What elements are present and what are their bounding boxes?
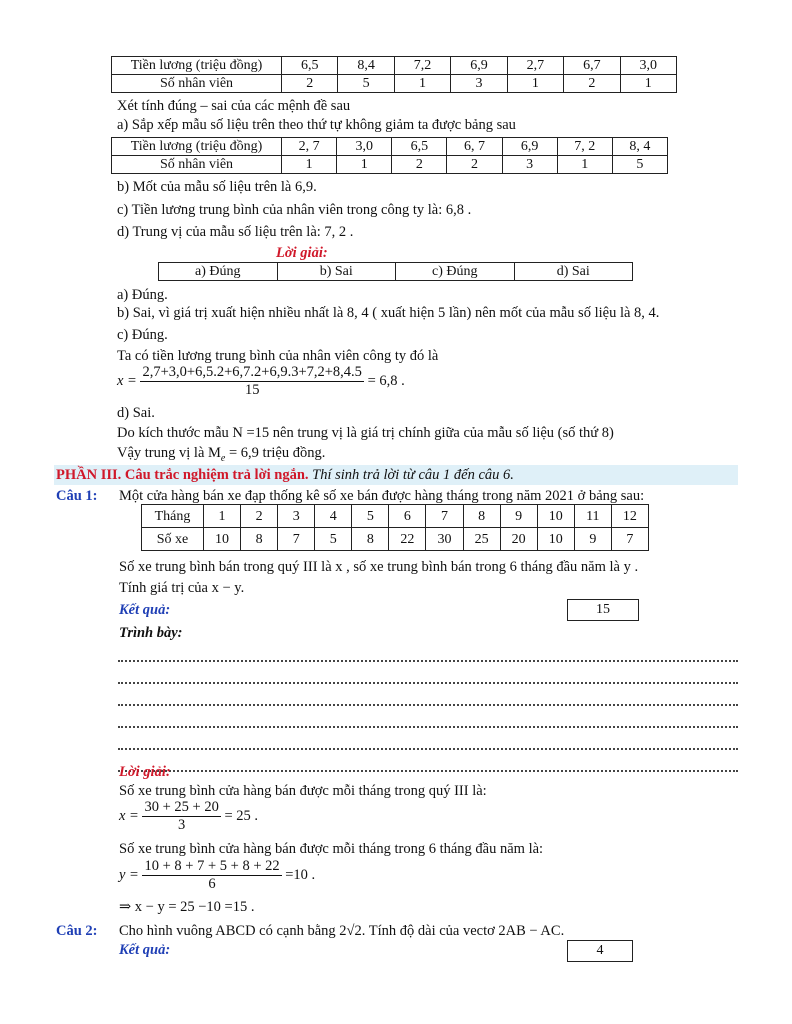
fraction [142, 799, 220, 834]
answer-line[interactable] [118, 730, 738, 750]
table-cell: 2, 7 [282, 138, 337, 156]
fraction [140, 364, 363, 399]
table-cell: 5 [612, 156, 667, 174]
table-cell: Tiền lương (triệu đồng) [112, 57, 282, 75]
formula-rhs: =10 . [285, 867, 316, 883]
table-cell: 10 [204, 528, 241, 551]
answer-line[interactable] [118, 664, 738, 684]
fraction-denominator: 3 [178, 817, 186, 833]
solution-c: c) Đúng. [117, 327, 168, 343]
question-1-text: Một cửa hàng bán xe đạp thống kê số xe bán được hàng tháng trong năm 2021 ở bảng sau: [119, 488, 645, 504]
table-cell: Số xe [142, 528, 204, 551]
formula-lhs: y = [119, 867, 139, 883]
answer-line[interactable] [118, 642, 738, 662]
formula-lhs: x = [117, 373, 137, 389]
table-cell: 1 [337, 156, 392, 174]
section-header [56, 466, 514, 484]
question-1-answer-box[interactable]: 15 [567, 599, 639, 621]
question-1-conclusion: ⇒ x − y = 25 −10 =15 . [119, 899, 255, 915]
fraction-denominator: 15 [244, 382, 260, 398]
table-cell: 30 [426, 528, 463, 551]
table-cell: 11 [574, 505, 611, 528]
table-cell: 6 [389, 505, 426, 528]
statement-b: b) Mốt của mẫu số liệu trên là 6,9. [117, 179, 317, 195]
table-cell: c) Đúng [396, 263, 515, 281]
table-cell: 8 [241, 528, 278, 551]
fraction-numerator: 30 + 25 + 20 [144, 799, 219, 815]
bike-sales-table [141, 504, 649, 551]
fraction [142, 858, 281, 893]
formula-lhs: x = [119, 808, 139, 824]
table-cell: 6,9 [502, 138, 557, 156]
table-cell: 9 [574, 528, 611, 551]
table-cell: 3,0 [337, 138, 392, 156]
table-cell: Tháng [142, 505, 204, 528]
table-cell: Số nhân viên [112, 75, 282, 93]
table-cell: 7 [611, 528, 648, 551]
table-cell: 6,9 [451, 57, 507, 75]
question-1-present-label: Trình bày: [119, 625, 183, 641]
half-year-mean-formula [119, 858, 315, 893]
table-cell: 9 [500, 505, 537, 528]
table-cell: 1 [507, 75, 563, 93]
fraction-numerator: 10 + 8 + 7 + 5 + 8 + 22 [144, 858, 280, 874]
table-cell: 2 [392, 156, 447, 174]
question-1-solution-label: Lời giải: [119, 764, 171, 780]
table-row [112, 57, 677, 75]
table-cell: 2,7 [507, 57, 563, 75]
table-cell: 22 [389, 528, 426, 551]
solution-label: Lời giải: [276, 245, 328, 261]
statement-a: a) Sắp xếp mẫu số liệu trên theo thứ tự không giảm ta được bảng sau [117, 117, 516, 133]
question-2-text: Cho hình vuông ABCD có cạnh bằng 2√2. Tính độ dài của vectơ 2AB − AC. [119, 923, 565, 939]
question-1-text3: Tính giá trị của x − y. [119, 580, 245, 596]
table-cell: a) Đúng [159, 263, 278, 281]
table-cell: 7 [426, 505, 463, 528]
table-cell: 3 [502, 156, 557, 174]
table-cell: 5 [315, 528, 352, 551]
table-row [159, 263, 633, 281]
table-cell: 8 [463, 505, 500, 528]
table-cell: 10 [537, 528, 574, 551]
section-subtitle: Thí sinh trả lời từ câu 1 đến câu 6. [312, 467, 514, 483]
table-cell: 7,2 [394, 57, 450, 75]
answer-line[interactable] [118, 752, 738, 772]
table-cell: 3 [278, 505, 315, 528]
intro-text: Xét tính đúng – sai của các mệnh đề sau [117, 98, 351, 114]
answer-table [158, 262, 633, 281]
question-1-solution-2: Số xe trung bình cửa hàng bán được mỗi tháng trong 6 tháng đầu năm là: [119, 841, 544, 857]
table-cell: 10 [537, 505, 574, 528]
table-cell: 7 [278, 528, 315, 551]
table-cell: 6,5 [282, 57, 338, 75]
table-cell: 2 [564, 75, 620, 93]
statement-d: d) Trung vị của mẫu số liệu trên là: 7, 2 . [117, 224, 354, 240]
table-cell: 4 [315, 505, 352, 528]
table-cell: 8 [352, 528, 389, 551]
mean-formula [117, 364, 405, 399]
answer-line[interactable] [118, 708, 738, 728]
sorted-salary-table [111, 137, 668, 174]
formula-rhs: = 6,8 . [367, 373, 405, 389]
table-cell: 1 [282, 156, 337, 174]
table-row [142, 505, 649, 528]
table-cell: 1 [557, 156, 612, 174]
table-cell: 1 [620, 75, 676, 93]
table-cell: 3,0 [620, 57, 676, 75]
table-cell: 5 [352, 505, 389, 528]
table-cell: 1 [394, 75, 450, 93]
table-cell: 7, 2 [557, 138, 612, 156]
table-cell: 1 [204, 505, 241, 528]
median-text-post: = 6,9 triệu đồng. [225, 445, 326, 461]
table-row [112, 138, 668, 156]
table-cell: b) Sai [277, 263, 396, 281]
fraction-numerator: 2,7+3,0+6,5.2+6,7.2+6,9.3+7,2+8,4.5 [142, 364, 362, 380]
table-cell: Số nhân viên [112, 156, 282, 174]
table-row [112, 75, 677, 93]
statement-c: c) Tiền lương trung bình của nhân viên trong công ty là: 6,8 . [117, 202, 472, 218]
median-subscript: e [220, 452, 226, 464]
table-cell: 6,5 [392, 138, 447, 156]
median-text-pre: Vậy trung vị là M [117, 445, 221, 461]
table-cell: Tiền lương (triệu đồng) [112, 138, 282, 156]
question-2-label: Câu 2: [56, 923, 98, 939]
table-cell: d) Sai [514, 263, 633, 281]
table-cell: 25 [463, 528, 500, 551]
solution-d-text1: Do kích thước mẫu N =15 nên trung vị là giá trị chính giữa của mẫu số liệu (số thứ 8) [117, 425, 614, 441]
table-cell: 2 [241, 505, 278, 528]
table-cell: 12 [611, 505, 648, 528]
fraction-denominator: 6 [208, 876, 216, 892]
question-1-result-label: Kết quả: [119, 602, 171, 618]
table-cell: 2 [282, 75, 338, 93]
solution-c-text: Ta có tiền lương trung bình của nhân viên công ty đó là [117, 348, 439, 364]
table-cell: 3 [451, 75, 507, 93]
table-cell: 6,7 [564, 57, 620, 75]
solution-a: a) Đúng. [117, 287, 168, 303]
quarter-mean-formula [119, 799, 258, 834]
table-cell: 8,4 [338, 57, 394, 75]
question-2-answer-box[interactable]: 4 [567, 940, 633, 962]
section-title: PHẦN III. Câu trắc nghiệm trả lời ngắn. [56, 467, 309, 483]
table-cell: 8, 4 [612, 138, 667, 156]
question-1-label: Câu 1: [56, 488, 98, 504]
table-cell: 6, 7 [447, 138, 502, 156]
salary-table [111, 56, 677, 93]
table-cell: 2 [447, 156, 502, 174]
table-cell: 20 [500, 528, 537, 551]
question-2-result-label: Kết quả: [119, 942, 171, 958]
table-row [142, 528, 649, 551]
question-1-solution-1: Số xe trung bình cửa hàng bán được mỗi tháng trong quý III là: [119, 783, 487, 799]
table-row [112, 156, 668, 174]
question-1-text2: Số xe trung bình bán trong quý III là x , số xe trung bình bán trong 6 tháng đầu năm là y . [119, 559, 639, 575]
formula-rhs: = 25 . [224, 808, 259, 824]
table-cell: 5 [338, 75, 394, 93]
solution-b: b) Sai, vì giá trị xuất hiện nhiều nhất là 8, 4 ( xuất hiện 5 lần) nên mốt của mẫu số liệu là 8, 4. [117, 305, 660, 321]
answer-line[interactable] [118, 686, 738, 706]
solution-d: d) Sai. [117, 405, 155, 421]
